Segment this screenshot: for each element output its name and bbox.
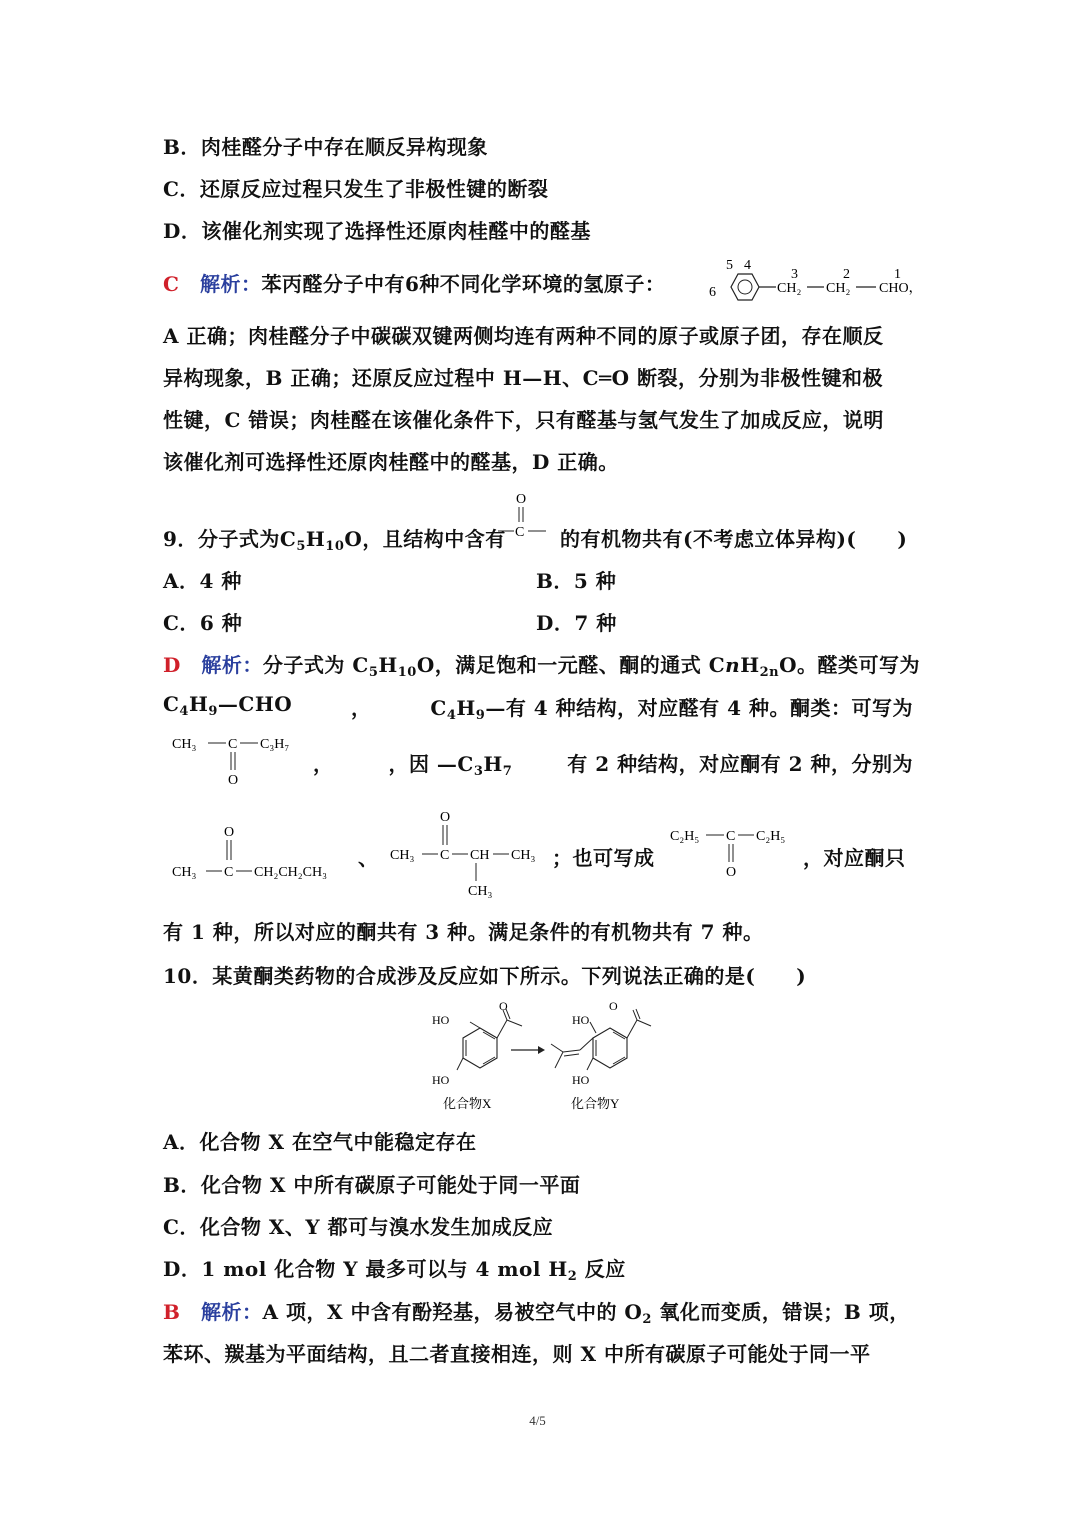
analysis-q8-line3: 异构现象，B 正确；还原反应过程中 H—H、C═O 断裂，分别为非极性键和极 — [163, 366, 883, 390]
analysis-q9-line5: 有 1 种，所以对应的酮共有 3 种。满足条件的有机物共有 7 种。 — [163, 920, 764, 944]
svg-text:O: O — [516, 492, 527, 507]
svg-text:CH₃: CH₃ — [172, 865, 197, 880]
svg-text:CH₂CH₂CH₃: CH₂CH₂CH₃ — [254, 865, 327, 880]
q10-option-b: B．化合物 X 中所有碳原子可能处于同一平面 — [163, 1173, 581, 1197]
svg-text:HO: HO — [572, 1013, 590, 1027]
question-9-stem: 9．分子式为$C_5H_{10}O$，且结构中含有 — [163, 527, 506, 554]
svg-text:化合物Y: 化合物Y — [571, 1096, 620, 1111]
analysis-q8-line1: C 解析：苯丙醛分子中有6种不同化学环境的氢原子： — [163, 272, 666, 296]
svg-text:CH₃: CH₃ — [390, 848, 415, 863]
analysis-q9-line4a: ；也可写成 — [552, 846, 655, 870]
svg-text:O: O — [726, 865, 737, 880]
svg-text:6: 6 — [709, 285, 716, 300]
page-number: 4/5 — [529, 1413, 546, 1428]
q9-option-d: D．7 种 — [536, 611, 617, 635]
svg-text:CH: CH — [470, 848, 490, 863]
svg-text:C: C — [228, 737, 238, 752]
svg-text:O: O — [499, 999, 508, 1013]
svg-text:O: O — [440, 810, 451, 825]
q9-option-b: B．5 种 — [536, 569, 617, 593]
ketone-structure-3 — [390, 805, 550, 901]
compound-y — [551, 999, 651, 1111]
svg-text:CH₃: CH₃ — [511, 848, 536, 863]
answer-letter: C — [163, 272, 180, 296]
svg-text:C₃H₇: C₃H₇ — [260, 737, 290, 752]
phenylpropanal-structure — [706, 252, 936, 308]
svg-text:HO: HO — [572, 1073, 590, 1087]
ketone-structure-4 — [670, 822, 800, 882]
svg-text:O: O — [224, 825, 235, 840]
ketone-structure-1 — [172, 730, 312, 790]
svg-text:C₂H₅: C₂H₅ — [756, 829, 786, 844]
svg-text:C₂H₅: C₂H₅ — [670, 829, 700, 844]
analysis-q9-line4b: ，对应酮只 — [803, 846, 906, 870]
svg-text:O: O — [609, 999, 618, 1013]
analysis-q8-line5: 该催化剂可选择性还原肉桂醛中的醛基，D 正确。 — [163, 450, 619, 474]
analysis-q10-line2: 苯环、羰基为平面结构，且二者直接相连，则 X 中所有碳原子可能处于同一平 — [163, 1342, 871, 1366]
option-d-q8: D．该催化剂实现了选择性还原肉桂醛中的醛基 — [163, 219, 591, 243]
svg-text:CH₃: CH₃ — [172, 737, 197, 752]
svg-text:HO: HO — [432, 1073, 450, 1087]
svg-text:O: O — [228, 773, 239, 788]
analysis-label: 解析： — [200, 272, 262, 296]
svg-text:5: 5 — [726, 258, 733, 273]
q10-option-c: C．化合物 X、Y 都可与溴水发生加成反应 — [163, 1215, 554, 1239]
ketone-structure-2 — [172, 820, 362, 886]
svg-text:C: C — [440, 848, 450, 863]
analysis-q9-line2: $C_4H_9—CHO$ ， $C_4H_9—$有 4 种结构，对应醛有 4 种。酮类：可写为 — [163, 692, 913, 723]
svg-text:4: 4 — [744, 258, 751, 273]
option-c-q8: C．还原反应过程只发生了非极性键的断裂 — [163, 177, 549, 201]
q9-option-c: C．6 种 — [163, 611, 243, 635]
option-b-q8: B．肉桂醛分子中存在顺反异构现象 — [163, 135, 488, 159]
svg-text:1: 1 — [894, 267, 901, 282]
q10-option-a: A．化合物 X 在空气中能稳定存在 — [163, 1130, 477, 1154]
svg-text:HO: HO — [432, 1013, 450, 1027]
analysis-q9-line1: D 解析：分子式为 $C_5H_{10}O$，满足饱和一元醛、酮的通式 CnH$_{2n}$O。醛类可写为 — [163, 653, 921, 680]
analysis-q9-line3: ， ，因 $—C_3H_7$ 有 2 种结构，对应酮有 2 种，分别为 — [313, 752, 913, 779]
svg-text:C: C — [515, 525, 525, 540]
svg-text:C: C — [224, 865, 234, 880]
compound-x — [432, 999, 522, 1111]
svg-text:CH₂: CH₂ — [826, 281, 851, 296]
svg-text:2: 2 — [843, 267, 850, 282]
analysis-q8-line2: A 正确；肉桂醛分子中碳碳双键两侧均连有两种不同的原子或原子团，存在顺反 — [163, 324, 884, 348]
separator: 、 — [358, 846, 379, 870]
svg-text:CHO，: CHO， — [879, 281, 923, 296]
svg-text:CH₃: CH₃ — [468, 884, 493, 899]
question-9-stem-tail: 的有机物共有(不考虑立体异构)( ) — [560, 527, 908, 551]
svg-text:化合物X: 化合物X — [443, 1096, 492, 1111]
q10-option-d: D．1 mol 化合物 Y 最多可以与 4 mol $H_2$ 反应 — [163, 1257, 626, 1284]
svg-text:CH₂: CH₂ — [777, 281, 802, 296]
q9-option-a: A．4 种 — [163, 569, 242, 593]
svg-text:3: 3 — [791, 267, 798, 282]
carbonyl-group — [494, 488, 554, 544]
reaction-scheme — [425, 998, 665, 1118]
question-10-stem: 10．某黄酮类药物的合成涉及反应如下所示。下列说法正确的是( ) — [163, 964, 807, 988]
analysis-q10-line1: B 解析：A 项，X 中含有酚羟基，易被空气中的 $O_2$ 氧化而变质，错误；B 项， — [163, 1300, 910, 1327]
svg-text:C: C — [726, 829, 736, 844]
analysis-q8-line4: 性键，C 错误；肉桂醛在该催化条件下，只有醛基与氢气发生了加成反应，说明 — [163, 408, 884, 432]
